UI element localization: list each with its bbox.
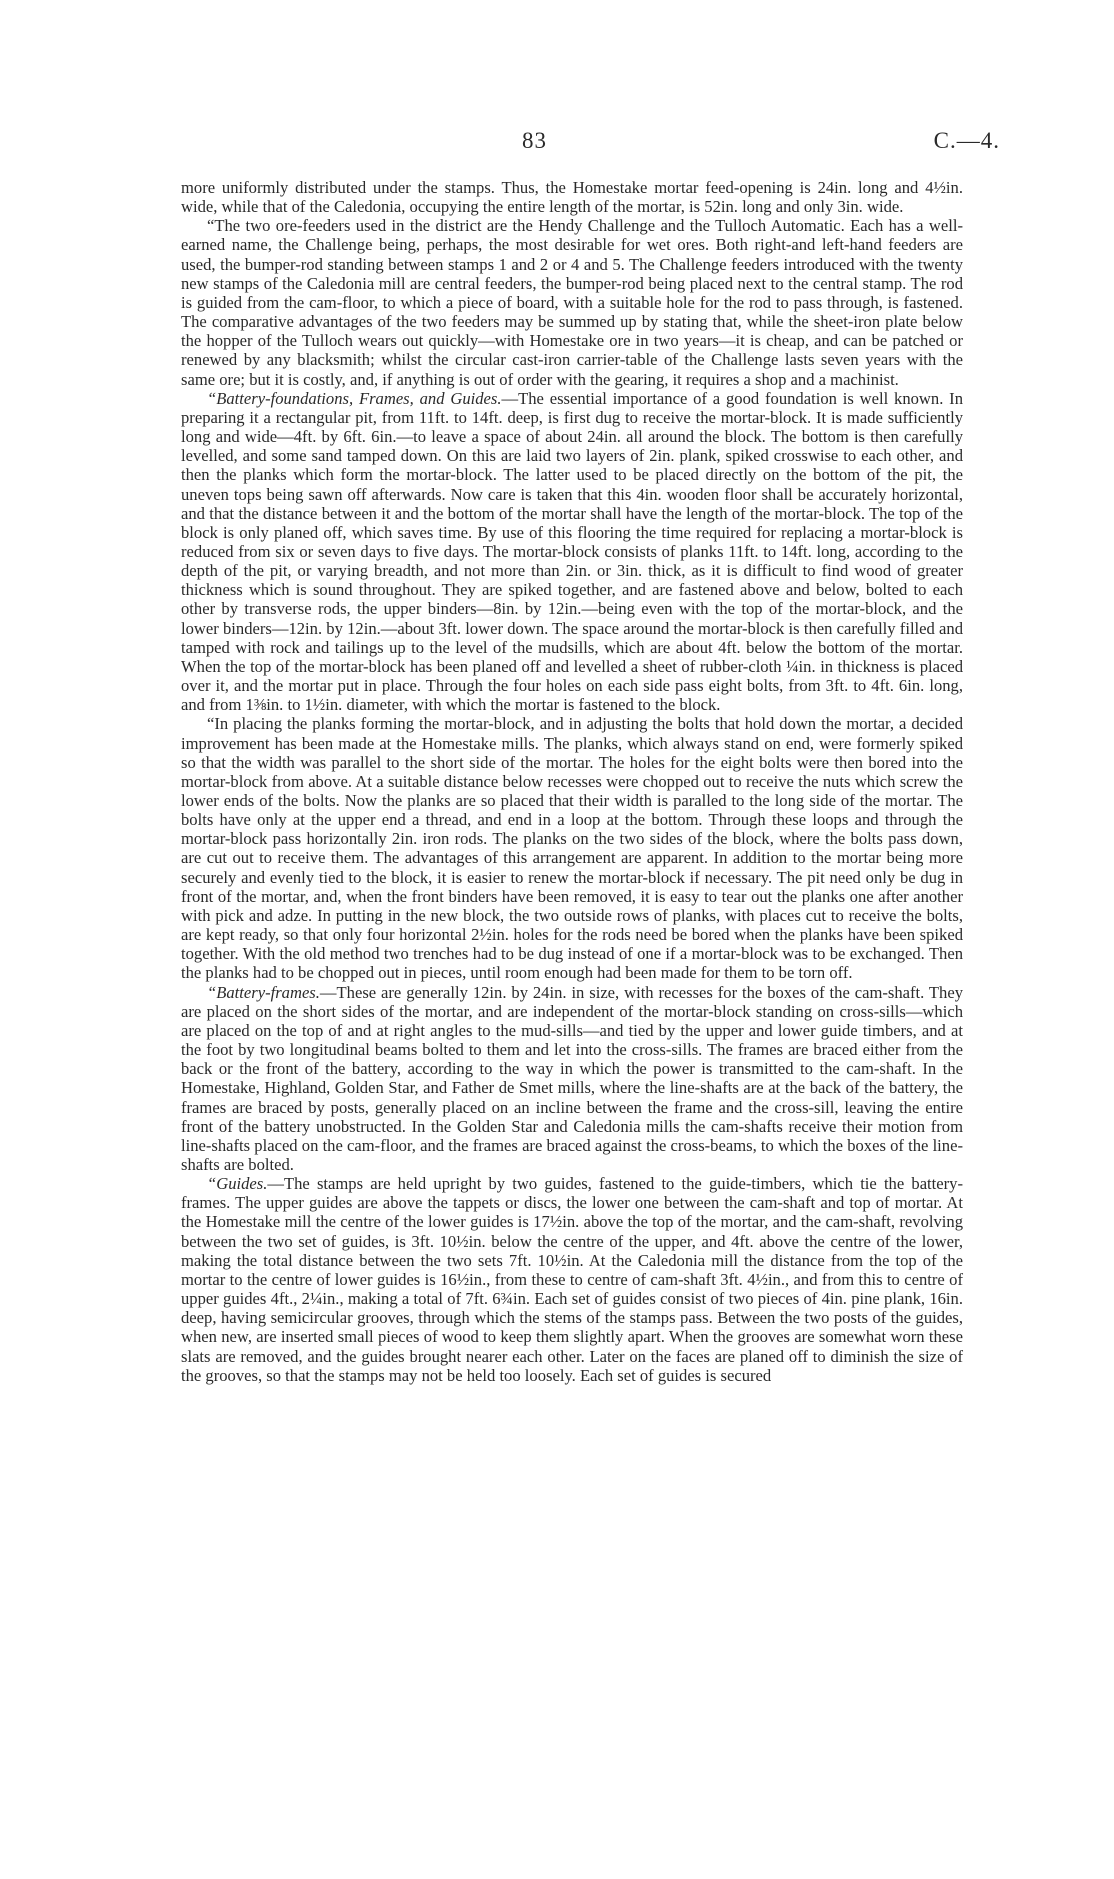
document-reference: C.—4. xyxy=(933,128,1000,153)
page-header xyxy=(0,128,1114,162)
section-heading: “Battery-foundations, Frames, and Guides. xyxy=(207,388,502,408)
body-text xyxy=(181,178,963,1385)
paragraph-mortar-block-planks: “In placing the planks forming the mortar-block, and in adjusting the bolts that hold down the mortar, a decided improvement has been made at the Homestake mills. The planks, which always stand on end, were formerly spiked so that the width was parallel to the short side of the mortar. The holes for the eight bolts were then bored into the mortar-block from above. At a suitable distance below recesses were chopped out to receive the nuts which screw the lower ends of the bolts. Now the planks are so placed that their width is paralled to the long side of the mortar. The bolts have only at the upper end a thread, and end in a loop at the bottom. Through these loops and through the mortar-block pass horizontally 2in. iron rods. The planks on the two sides of the block, where the bolts pass down, are cut out to receive them. The advantages of this arrangement are apparent. In addition to the mortar being more securely and evenly tied to the block, it is easier to renew the mortar-block if necessary. The pit need only be dug in front of the mortar, and, when the front binders have been removed, it is easy to tear out the planks one after another with pick and adze. In putting in the new block, the two outside rows of planks, with places cut to receive the bolts, are kept ready, so that only four horizontal 2½in. holes for the rods need be bored when the planks have been spiked together. With the old method two trenches had to be dug instead of one if a mortar-block was to be exchanged. Then the planks had to be chopped out in pieces, until room enough had been made for them to be torn off. xyxy=(181,714,963,983)
paragraph-battery-frames: “Battery-frames.—These are generally 12in. by 24in. in size, with recesses for the boxes of the cam-shaft. They are placed on the short sides of the mortar, and are independent of the mortar-block standing on cross-sills—which are placed on the top of and at right angles to the mud-sills—and tied by the upper and lower guide timbers, and at the foot by two longitudinal beams bolted to them and let into the cross-sills. The frames are braced either from the back or the front of the battery, according to the way in which the power is transmitted to the cam-shaft. In the Homestake, Highland, Golden Star, and Father de Smet mills, where the line-shafts are at the back of the battery, the frames are braced by posts, generally placed on an incline between the frame and the cross-sill, leaving the entire front of the battery unobstructed. In the Golden Star and Caledonia mills the cam-shafts receive their motion from line-shafts placed on the cam-floor, and the frames are braced against the cross-beams, to which the boxes of the line-shafts are bolted. xyxy=(181,982,963,1174)
section-heading: “Battery-frames. xyxy=(207,982,320,1002)
paragraph-battery-foundations: “Battery-foundations, Frames, and Guides.—The essential importance of a good foundation is well known. In preparing it a rectangular pit, from 11ft. to 14ft. deep, is first dug to receive the mortar-block. It is made sufficiently long and wide—4ft. by 6ft. 6in.—to leave a space of about 24in. all around the block. The bottom is then carefully levelled, and some sand tamped down. On this are laid two layers of 2in. plank, spiked crosswise to each other, and then the planks which form the mortar-block. The latter used to be placed directly on the bottom of the pit, the uneven tops being sawn off afterwards. Now care is taken that this 4in. wooden floor shall be accurately horizontal, and that the distance between it and the bottom of the mortar shall have the length of the mortar-block. The top of the block is only planed off, which saves time. By use of this flooring the time required for replacing a mortar-block is reduced from six or seven days to five days. The mortar-block consists of planks 11ft. to 14ft. long, according to the depth of the pit, or varying breadth, and not more than 2in. or 3in. thick, as it is difficult to find wood of greater thickness which is sound throughout. They are spiked together, and are fastened above and below, bolted to each other by transverse rods, the upper binders—8in. by 12in.—being even with the top of the mortar-block, and the lower binders—12in. by 12in.—about 3ft. lower down. The space around the mortar-block is then carefully filled and tamped with rock and tailings up to the level of the mudsills, which are about 4ft. below the bottom of the mortar. When the top of the mortar-block has been planed off and levelled a sheet of rubber-cloth ¼in. in thickness is placed over it, and the mortar put in place. Through the four holes on each side pass eight bolts, from 3ft. to 4ft. 6in. long, and from 1⅜in. to 1½in. diameter, with which the mortar is fastened to the block. xyxy=(181,388,964,715)
paragraph-guides: “Guides.—The stamps are held upright by two guides, fastened to the guide-timbers, which tie the battery-frames. The upper guides are above the tappets or discs, the lower one between the cam-shaft and top of mortar. At the Homestake mill the centre of the lower guides is 17½in. above the top of the mortar, and the cam-shaft, revolving between the two set of guides, is 3ft. 10½in. below the centre of the upper, and 4ft. above the centre of the lower, making the total distance between the two sets 7ft. 10½in. At the Caledonia mill the distance from the top of the mortar to the centre of lower guides is 16½in., from these to centre of cam-shaft 3ft. 4½in., and from this to centre of upper guides 4ft., 2¼in., making a total of 7ft. 6¾in. Each set of guides consist of two pieces of 4in. pine plank, 16in. deep, having semicircular grooves, through which the stems of the stamps pass. Between the two posts of the guides, when new, are inserted small pieces of wood to keep them slightly apart. When the grooves are somewhat worn these slats are removed, and the guides brought nearer each other. Later on the faces are planed off to diminish the size of the grooves, so that the stamps may not be held too loosely. Each set of guides is secured xyxy=(181,1174,963,1385)
section-heading: “Guides. xyxy=(207,1174,268,1194)
page-number: 83 xyxy=(522,128,547,153)
paragraph-ore-feeders: “The two ore-feeders used in the district are the Hendy Challenge and the Tulloch Automatic. Each has a well-earned name, the Challenge being, perhaps, the most desirable for wet ores. Both right-and left-hand feeders are used, the bumper-rod standing between stamps 1 and 2 or 4 and 5. The Challenge feeders introduced with the twenty new stamps of the Caledonia mill are central feeders, the bumper-rod being placed next to the central stamp. The rod is guided from the cam-floor, to which a piece of board, with a suitable hole for the rod to pass through, is fastened. The comparative advantages of the two feeders may be summed up by stating that, while the sheet-iron plate below the hopper of the Tulloch wears out quickly—with Homestake ore in two years—it is cheap, and can be patched or renewed by any blacksmith; whilst the circular cast-iron carrier-table of the Challenge lasts seven years with the same ore; but it is costly, and, if anything is out of order with the gearing, it requires a shop and a machinist. xyxy=(181,216,963,389)
paragraph-continuation: more uniformly distributed under the stamps. Thus, the Homestake mortar feed-opening is 24in. long and 4½in. wide, while that of the Caledonia, occupying the entire length of the mortar, is 52in. long and only 3in. wide. xyxy=(181,178,963,217)
